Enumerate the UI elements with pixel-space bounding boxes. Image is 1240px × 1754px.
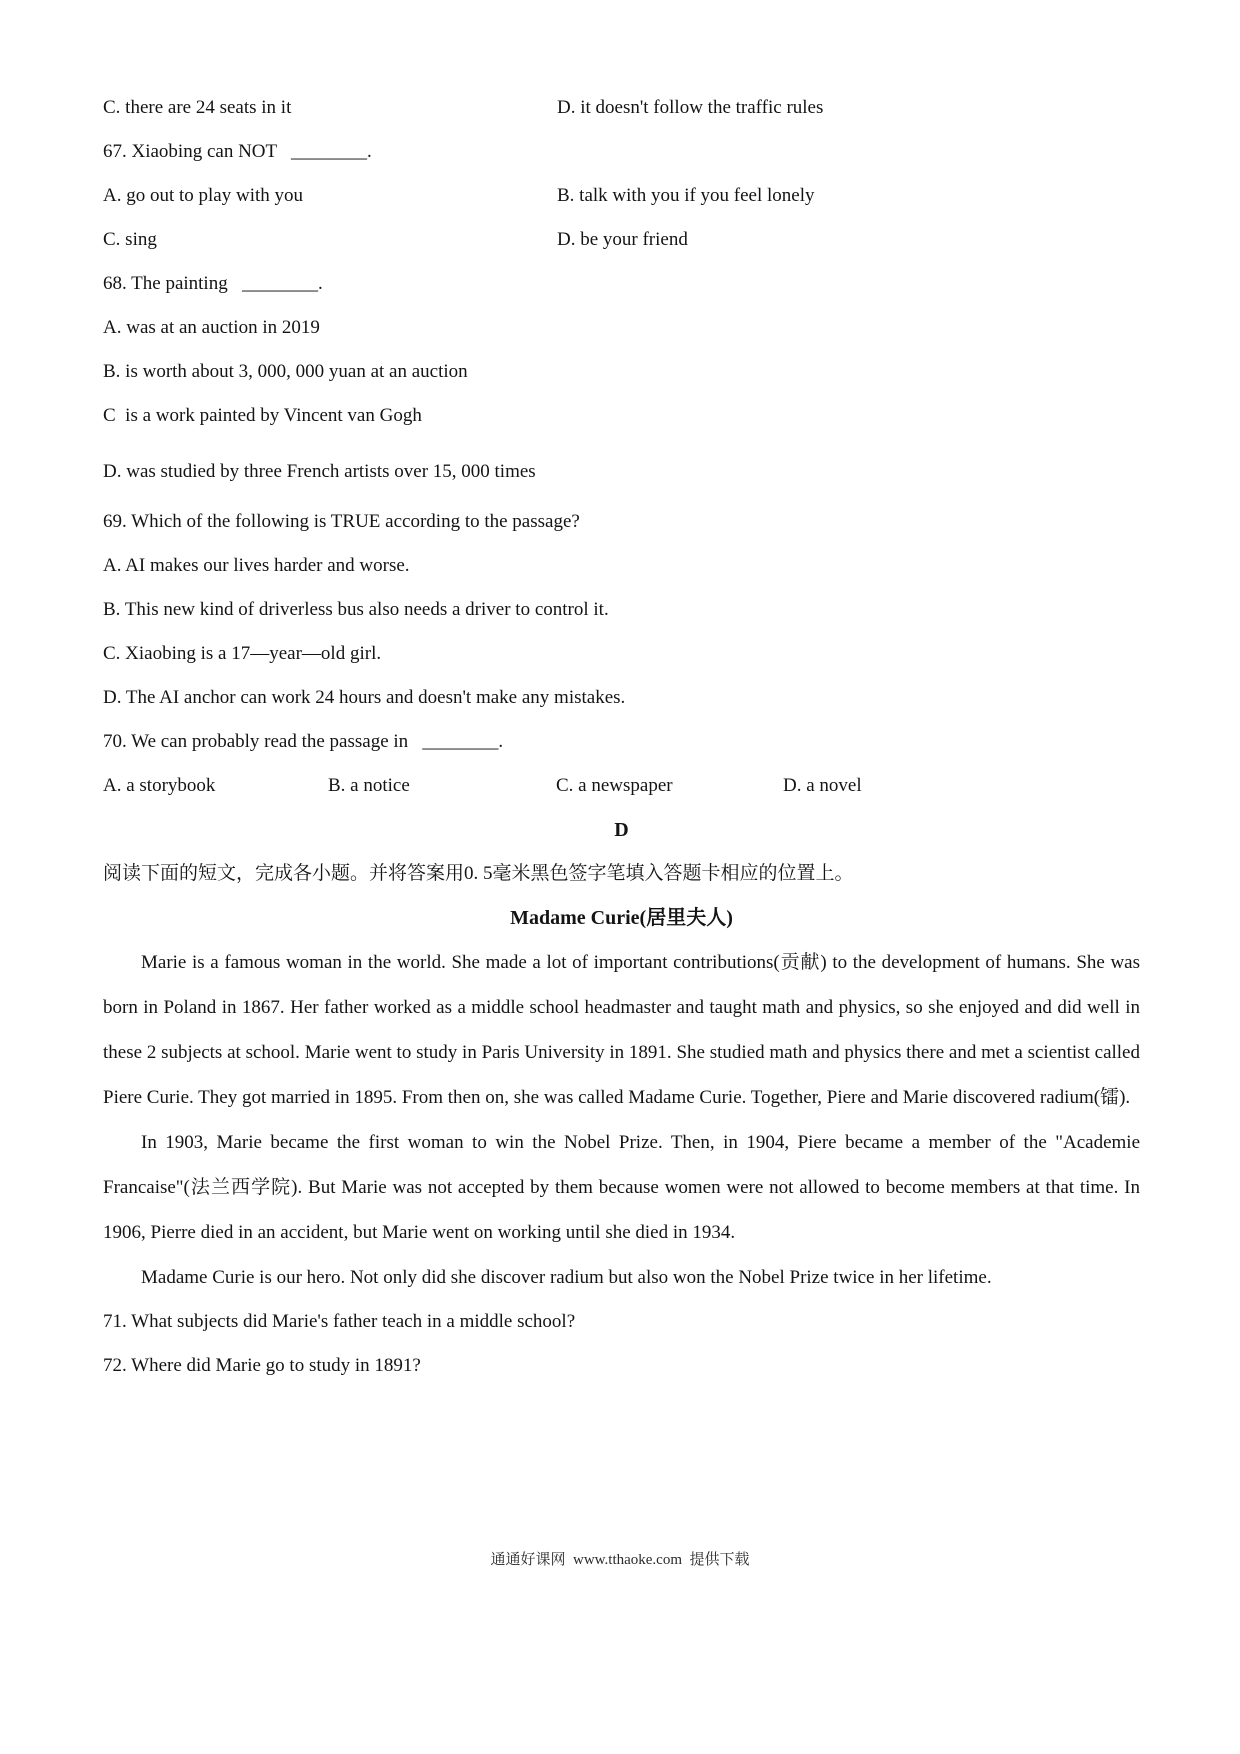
question-70-stem: 70. We can probably read the passage in ________. (103, 731, 504, 752)
page-footer: 通通好课网 www.tthaoke.com 提供下载 (490, 1552, 750, 1568)
question-68-option-c: C is a work painted by Vincent van Gogh (103, 405, 422, 426)
question-69-option-c: C. Xiaobing is a 17—year—old girl. (103, 643, 382, 664)
passage-title: Madame Curie(居里夫人) (510, 907, 733, 929)
question-68-option-b: B. is worth about 3, 000, 000 yuan at an auction (103, 361, 468, 382)
question-68-option-a: A. was at an auction in 2019 (103, 317, 320, 338)
section-instruction: 阅读下面的短文，完成各小题。并将答案用0. 5毫米黑色签字笔填入答题卡相应的位置上。 (103, 863, 854, 884)
option-b: B. a notice (328, 775, 410, 796)
option-a: A. go out to play with you (103, 185, 304, 206)
question-72: 72. Where did Marie go to study in 1891? (103, 1355, 421, 1376)
question-67-stem: 67. Xiaobing can NOT ________. (103, 141, 372, 162)
option-c: C. sing (103, 229, 157, 250)
option-a: A. a storybook (103, 775, 216, 796)
option-c: C. a newspaper (556, 775, 673, 796)
option-c: C. there are 24 seats in it (103, 97, 292, 118)
question-68-stem: 68. The painting ________. (103, 273, 323, 294)
option-d: D. a novel (783, 775, 862, 796)
question-67-options-ab (103, 174, 1140, 218)
question-69-option-b: B. This new kind of driverless bus also needs a driver to control it. (103, 599, 609, 620)
passage-paragraph-1: Marie is a famous woman in the world. She made a lot of important contributions(贡献) to the development of humans. She was born in Poland in 1867. Her father worked as a middle school headmaster and taught math and physics, so she enjoyed and did well in these 2 subjects at school. Marie went to study in Paris University in 1891. She studied math and physics there and met a scientist called Piere Curie. They got married in 1895. From then on, she was called Madame Curie. Together, Piere and Marie discovered radium(镭). (103, 952, 1140, 1108)
section-label-d: D (614, 819, 629, 841)
passage-paragraph-3: Madame Curie is our hero. Not only did she discover radium but also won the Nobel Prize twice in her lifetime. (141, 1267, 992, 1288)
question-70-options (103, 764, 1140, 808)
question-67-options-cd (103, 218, 1140, 262)
question-66-options-cd (103, 86, 1140, 130)
passage-paragraph-2: In 1903, Marie became the first woman to win the Nobel Prize. Then, in 1904, Piere became a member of the "Academie Francaise"(法兰西学院). But Marie was not accepted by them because women were not allowed to become members at that time. In 1906, Pierre died in an accident, but Marie went on working until she died in 1934. (103, 1132, 1140, 1243)
option-d: D. be your friend (557, 229, 688, 250)
question-71: 71. What subjects did Marie's father teach in a middle school? (103, 1311, 576, 1332)
question-69-option-a: A. AI makes our lives harder and worse. (103, 555, 410, 576)
option-b: B. talk with you if you feel lonely (557, 185, 815, 206)
question-68-option-d: D. was studied by three French artists over 15, 000 times (103, 461, 536, 482)
question-69-stem: 69. Which of the following is TRUE according to the passage? (103, 511, 580, 532)
question-69-option-d: D. The AI anchor can work 24 hours and doesn't make any mistakes. (103, 687, 626, 708)
option-d: D. it doesn't follow the traffic rules (557, 97, 824, 118)
